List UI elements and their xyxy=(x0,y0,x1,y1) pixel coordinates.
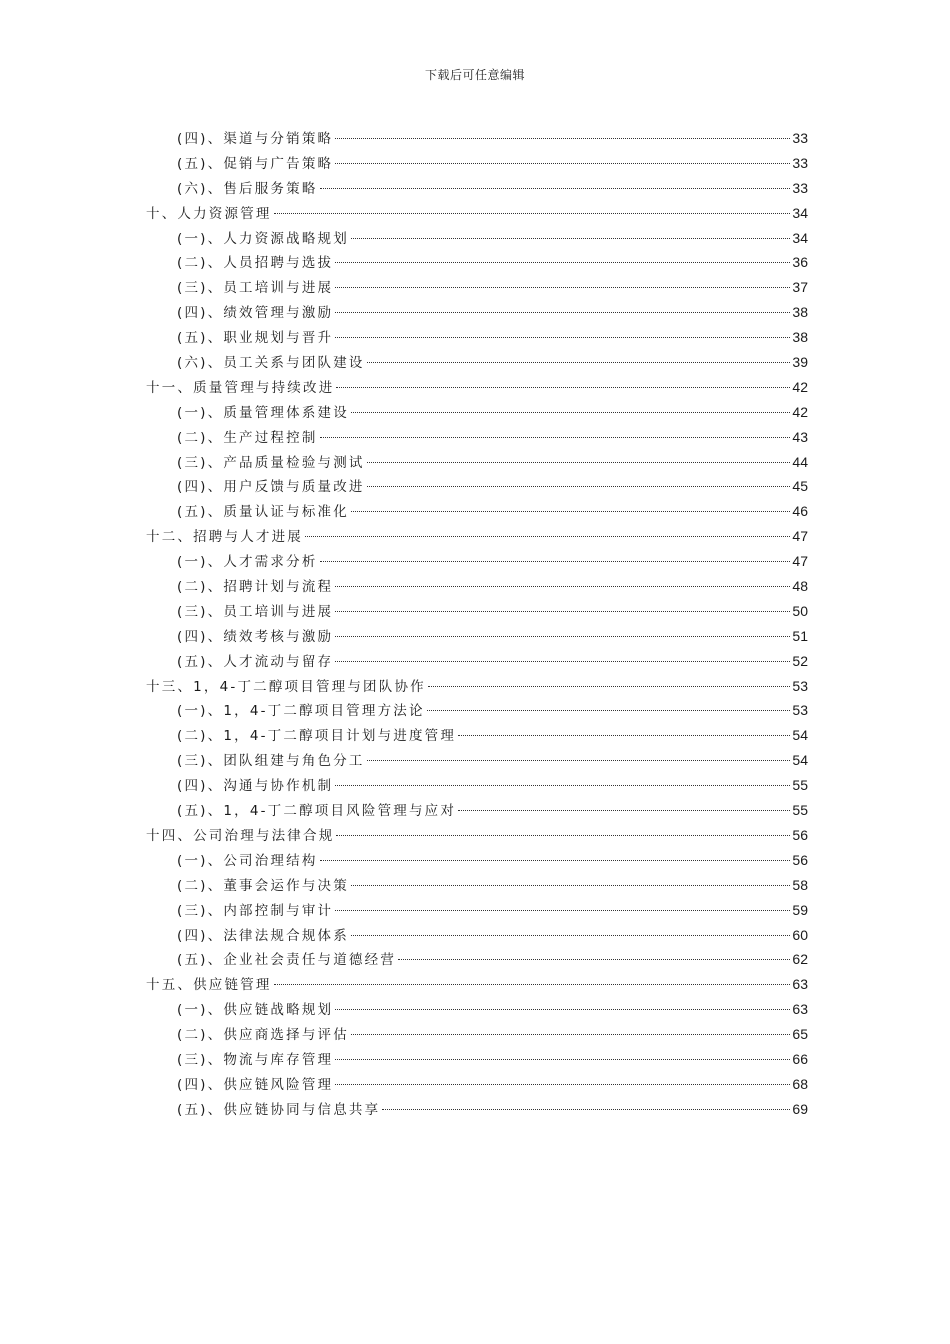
toc-section-entry[interactable] xyxy=(146,250,808,275)
toc-dot-leader xyxy=(351,412,790,413)
toc-section-entry[interactable] xyxy=(146,1047,808,1072)
toc-entry-title: (二)、1，4-丁二醇项目计划与进度管理 xyxy=(177,728,457,745)
toc-page-number: 53 xyxy=(792,677,808,694)
toc-page-number: 62 xyxy=(792,951,808,968)
toc-dot-leader xyxy=(367,486,791,487)
page-header: 下载后可任意编辑 xyxy=(424,68,525,82)
toc-page-number: 37 xyxy=(792,279,808,296)
toc-dot-leader xyxy=(458,810,790,811)
toc-dot-leader xyxy=(351,1034,790,1035)
toc-chapter-entry[interactable] xyxy=(146,823,808,848)
toc-dot-leader xyxy=(305,536,790,537)
toc-entry-title: (三)、物流与库存管理 xyxy=(177,1051,334,1068)
toc-dot-leader xyxy=(335,910,790,911)
toc-page-number: 42 xyxy=(792,378,808,395)
toc-entry-title: (五)、1，4-丁二醇项目风险管理与应对 xyxy=(177,803,457,820)
toc-entry-title: (一)、公司治理结构 xyxy=(177,852,318,869)
toc-page-number: 51 xyxy=(792,627,808,644)
toc-dot-leader xyxy=(335,1059,790,1060)
toc-section-entry[interactable] xyxy=(146,226,808,251)
toc-section-entry[interactable] xyxy=(146,748,808,773)
toc-page-number: 45 xyxy=(792,478,808,495)
toc-entry-title: (四)、用户反馈与质量改进 xyxy=(177,479,365,496)
toc-dot-leader xyxy=(351,935,790,936)
toc-page-number: 34 xyxy=(792,229,808,246)
toc-section-entry[interactable] xyxy=(146,400,808,425)
toc-section-entry[interactable] xyxy=(146,947,808,972)
toc-dot-leader xyxy=(335,1084,790,1085)
toc-entry-title: (二)、招聘计划与流程 xyxy=(177,579,334,596)
toc-dot-leader xyxy=(335,287,790,288)
toc-entry-title: 十二、招聘与人才进展 xyxy=(146,529,303,546)
toc-section-entry[interactable] xyxy=(146,450,808,475)
toc-page-number: 60 xyxy=(792,926,808,943)
toc-dot-leader xyxy=(367,462,791,463)
toc-page-number: 66 xyxy=(792,1050,808,1067)
toc-section-entry[interactable] xyxy=(146,499,808,524)
toc-entry-title: (四)、渠道与分销策略 xyxy=(177,131,334,147)
toc-dot-leader xyxy=(351,238,790,239)
toc-entry-title: (五)、企业社会责任与道德经营 xyxy=(177,952,397,969)
toc-section-entry[interactable] xyxy=(146,873,808,898)
toc-dot-leader xyxy=(367,362,791,363)
toc-entry-title: 十、人力资源管理 xyxy=(146,205,272,222)
toc-dot-leader xyxy=(428,686,791,687)
toc-page-number: 43 xyxy=(792,428,808,445)
toc-page-number: 33 xyxy=(792,179,808,196)
toc-section-entry[interactable] xyxy=(146,574,808,599)
toc-section-entry[interactable] xyxy=(146,126,808,151)
toc-dot-leader xyxy=(351,511,790,512)
toc-page-number: 44 xyxy=(792,453,808,470)
toc-page-number: 53 xyxy=(792,702,808,719)
toc-dot-leader xyxy=(351,885,790,886)
toc-page-number: 50 xyxy=(792,602,808,619)
toc-section-entry[interactable] xyxy=(146,151,808,176)
toc-entry-title: (三)、内部控制与审计 xyxy=(177,902,334,919)
toc-chapter-entry[interactable] xyxy=(146,524,808,549)
toc-page-number: 63 xyxy=(792,976,808,993)
toc-chapter-entry[interactable] xyxy=(146,972,808,997)
toc-entry-title: (四)、法律法规合规体系 xyxy=(177,927,349,944)
toc-section-entry[interactable] xyxy=(146,649,808,674)
toc-entry-title: 十五、供应链管理 xyxy=(146,977,272,994)
toc-entry-title: (五)、人才流动与留存 xyxy=(177,653,334,670)
toc-page-number: 65 xyxy=(792,1026,808,1043)
toc-dot-leader xyxy=(320,437,791,438)
toc-dot-leader xyxy=(335,163,790,164)
toc-section-entry[interactable] xyxy=(146,698,808,723)
toc-page-number: 68 xyxy=(792,1075,808,1092)
toc-dot-leader xyxy=(458,735,790,736)
toc-chapter-entry[interactable] xyxy=(146,375,808,400)
toc-dot-leader xyxy=(335,262,790,263)
toc-dot-leader xyxy=(336,835,790,836)
toc-entry-title: (二)、人员招聘与选拔 xyxy=(177,255,334,272)
toc-dot-leader xyxy=(335,785,790,786)
toc-dot-leader xyxy=(335,586,790,587)
toc-page-number: 54 xyxy=(792,727,808,744)
toc-dot-leader xyxy=(335,1009,790,1010)
toc-entry-title: 十四、公司治理与法律合规 xyxy=(146,827,335,844)
toc-entry-title: 十三、1，4-丁二醇项目管理与团队协作 xyxy=(146,678,426,695)
toc-section-entry[interactable] xyxy=(146,300,808,325)
toc-dot-leader xyxy=(320,188,791,189)
toc-entry-title: (五)、促销与广告策略 xyxy=(177,155,334,172)
toc-section-entry[interactable] xyxy=(146,798,808,823)
toc-dot-leader xyxy=(274,984,791,985)
toc-entry-title: (四)、供应链风险管理 xyxy=(177,1076,334,1093)
toc-page-number: 36 xyxy=(792,254,808,271)
toc-page-number: 58 xyxy=(792,876,808,893)
toc-dot-leader xyxy=(335,337,790,338)
toc-entry-title: (四)、绩效考核与激励 xyxy=(177,628,334,645)
toc-section-entry[interactable] xyxy=(146,773,808,798)
toc-section-entry[interactable] xyxy=(146,997,808,1022)
toc-dot-leader xyxy=(335,661,790,662)
toc-page-number: 47 xyxy=(792,553,808,570)
toc-page-number: 38 xyxy=(792,329,808,346)
toc-section-entry[interactable] xyxy=(146,1097,808,1122)
toc-page-number: 56 xyxy=(792,826,808,843)
toc-dot-leader xyxy=(335,636,790,637)
toc-entry-title: (二)、供应商选择与评估 xyxy=(177,1027,349,1044)
toc-page-number: 63 xyxy=(792,1001,808,1018)
toc-page-number: 55 xyxy=(792,802,808,819)
toc-entry-title: (五)、质量认证与标准化 xyxy=(177,504,349,521)
toc-section-entry[interactable] xyxy=(146,923,808,948)
toc-entry-title: (六)、售后服务策略 xyxy=(177,180,318,197)
toc-dot-leader xyxy=(398,959,790,960)
toc-entry-title: (一)、人力资源战略规划 xyxy=(177,230,349,247)
toc-dot-leader xyxy=(336,387,790,388)
toc-section-entry[interactable] xyxy=(146,599,808,624)
toc-section-entry[interactable] xyxy=(146,474,808,499)
toc-page-number: 59 xyxy=(792,901,808,918)
toc-section-entry[interactable] xyxy=(146,898,808,923)
toc-entry-title: (二)、生产过程控制 xyxy=(177,429,318,446)
toc-section-entry[interactable] xyxy=(146,325,808,350)
toc-page-number: 34 xyxy=(792,204,808,221)
toc-section-entry[interactable] xyxy=(146,425,808,450)
toc-entry-title: (六)、员工关系与团队建设 xyxy=(177,355,365,372)
toc-section-entry[interactable] xyxy=(146,549,808,574)
toc-page-number: 47 xyxy=(792,528,808,545)
toc-entry-title: (四)、绩效管理与激励 xyxy=(177,305,334,322)
toc-entry-title: (五)、职业规划与晋升 xyxy=(177,330,334,347)
toc-entry-title: (四)、沟通与协作机制 xyxy=(177,778,334,795)
toc-dot-leader xyxy=(367,760,791,761)
toc-page-number: 33 xyxy=(792,130,808,146)
toc-page-number: 33 xyxy=(792,154,808,171)
toc-page-number: 69 xyxy=(792,1100,808,1117)
toc-entry-title: 十一、质量管理与持续改进 xyxy=(146,379,335,396)
toc-section-entry[interactable] xyxy=(146,848,808,873)
toc-section-entry[interactable] xyxy=(146,275,808,300)
toc-dot-leader xyxy=(320,860,791,861)
toc-page-number: 46 xyxy=(792,503,808,520)
toc-chapter-entry[interactable] xyxy=(146,201,808,226)
toc-page-number: 54 xyxy=(792,752,808,769)
toc-dot-leader xyxy=(274,213,791,214)
toc-page-number: 56 xyxy=(792,851,808,868)
toc-section-entry[interactable] xyxy=(146,1022,808,1047)
toc-page-number: 38 xyxy=(792,304,808,321)
table-of-contents xyxy=(146,126,808,1122)
toc-entry-title: (三)、产品质量检验与测试 xyxy=(177,454,365,471)
toc-section-entry[interactable] xyxy=(146,350,808,375)
toc-section-entry[interactable] xyxy=(146,624,808,649)
toc-entry-title: (一)、1，4-丁二醇项目管理方法论 xyxy=(177,703,425,720)
toc-dot-leader xyxy=(335,138,790,139)
toc-section-entry[interactable] xyxy=(146,1072,808,1097)
toc-chapter-entry[interactable] xyxy=(146,674,808,699)
toc-dot-leader xyxy=(382,1109,790,1110)
toc-entry-title: (一)、供应链战略规划 xyxy=(177,1002,334,1019)
toc-page-number: 48 xyxy=(792,578,808,595)
toc-entry-title: (三)、团队组建与角色分工 xyxy=(177,753,365,770)
toc-dot-leader xyxy=(335,611,790,612)
toc-entry-title: (二)、董事会运作与决策 xyxy=(177,877,349,894)
toc-page-number: 39 xyxy=(792,354,808,371)
toc-page-number: 42 xyxy=(792,403,808,420)
toc-entry-title: (一)、质量管理体系建设 xyxy=(177,404,349,421)
toc-dot-leader xyxy=(320,561,791,562)
toc-section-entry[interactable] xyxy=(146,176,808,201)
toc-dot-leader xyxy=(335,312,790,313)
toc-page-number: 52 xyxy=(792,652,808,669)
toc-page-number: 55 xyxy=(792,777,808,794)
toc-entry-title: (三)、员工培训与进展 xyxy=(177,603,334,620)
toc-dot-leader xyxy=(427,710,791,711)
toc-entry-title: (五)、供应链协同与信息共享 xyxy=(177,1101,381,1118)
toc-entry-title: (三)、员工培训与进展 xyxy=(177,280,334,297)
toc-section-entry[interactable] xyxy=(146,723,808,748)
toc-entry-title: (一)、人才需求分析 xyxy=(177,554,318,571)
